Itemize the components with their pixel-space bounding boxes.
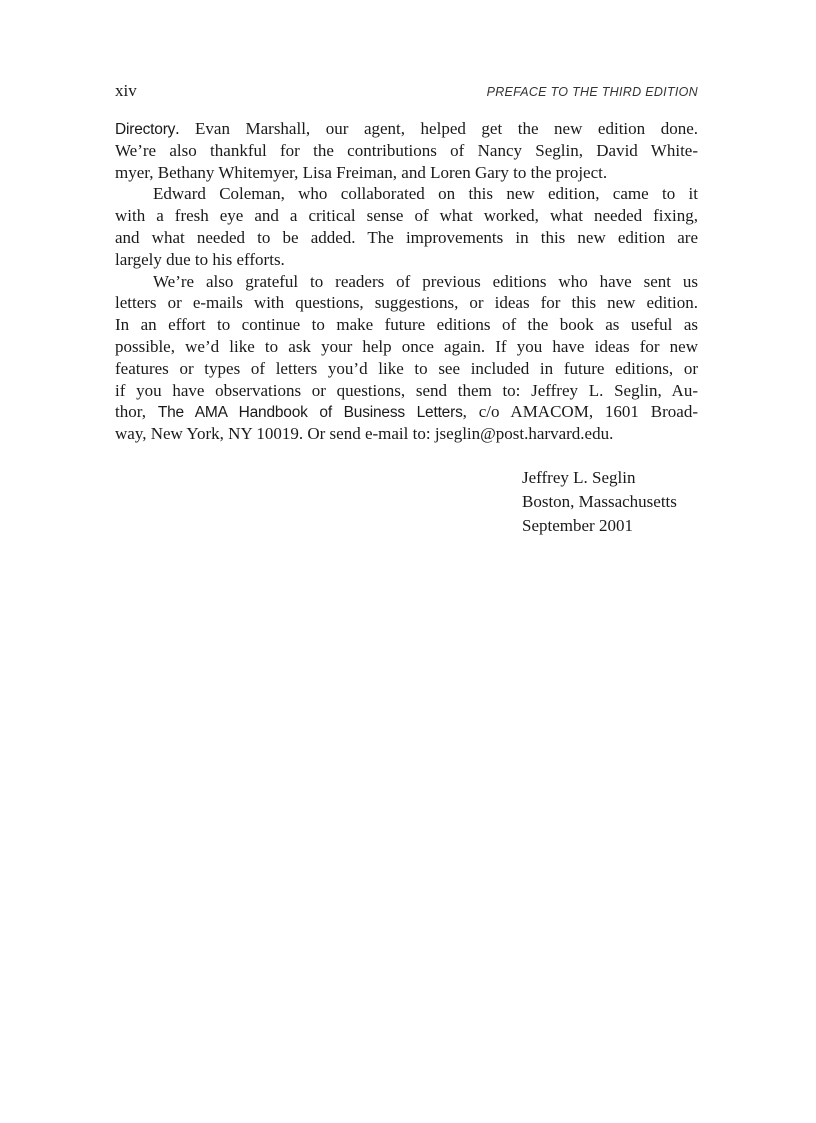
running-title: PREFACE TO THE THIRD EDITION [486, 85, 698, 99]
text-line: largely due to his efforts. [115, 249, 285, 269]
text-line: features or types of letters you’d like to see included in future editions, or [115, 358, 698, 378]
text-line: We’re also grateful to readers of previous editions who have sent us [153, 271, 698, 291]
paragraph-acknowledgements [115, 118, 698, 183]
text-line: In an effort to continue to make future editions of the book as useful as [115, 315, 698, 335]
paragraph-coleman [115, 183, 698, 270]
text-fragment: , c/o AMACOM, 1601 Broad- [462, 402, 698, 422]
text-line: possible, we’d like to ask your help once again. If you have ideas for new [115, 336, 698, 356]
text-fragment: . Evan Marshall, our agent, helped get the new edition done. [175, 119, 698, 138]
book-title: Directory [115, 121, 176, 138]
text-fragment: thor, [115, 402, 158, 422]
text-line: We’re also thankful for the contributions of Nancy Seglin, David White- [115, 140, 698, 160]
text-line: and what needed to be added. The improvements in this new edition are [115, 227, 698, 247]
signature-block [522, 466, 677, 538]
page-number: xiv [115, 81, 137, 100]
signature-date: September 2001 [522, 516, 633, 535]
text-line: way, New York, NY 10019. Or send e-mail to: jseglin@post.harvard.edu. [115, 424, 614, 444]
running-head [115, 80, 698, 102]
signature-name: Jeffrey L. Seglin [522, 468, 636, 487]
text-line: myer, Bethany Whitemyer, Lisa Freiman, and Loren Gary to the project. [115, 162, 608, 182]
paragraph-readers [115, 271, 698, 445]
book-title: The AMA Handbook of Business Letters [157, 404, 463, 422]
text-line: Edward Coleman, who collaborated on this new edition, came to it [153, 184, 698, 204]
text-line: if you have observations or questions, send them to: Jeffrey L. Seglin, Au- [115, 380, 698, 400]
text-line: with a fresh eye and a critical sense of what worked, what needed fixing, [115, 206, 698, 226]
text-line [115, 401, 698, 423]
text-line [115, 118, 698, 140]
text-line: letters or e-mails with questions, suggestions, or ideas for this new edition. [115, 293, 698, 313]
body-text [115, 118, 698, 445]
signature-place: Boston, Massachusetts [522, 492, 677, 511]
